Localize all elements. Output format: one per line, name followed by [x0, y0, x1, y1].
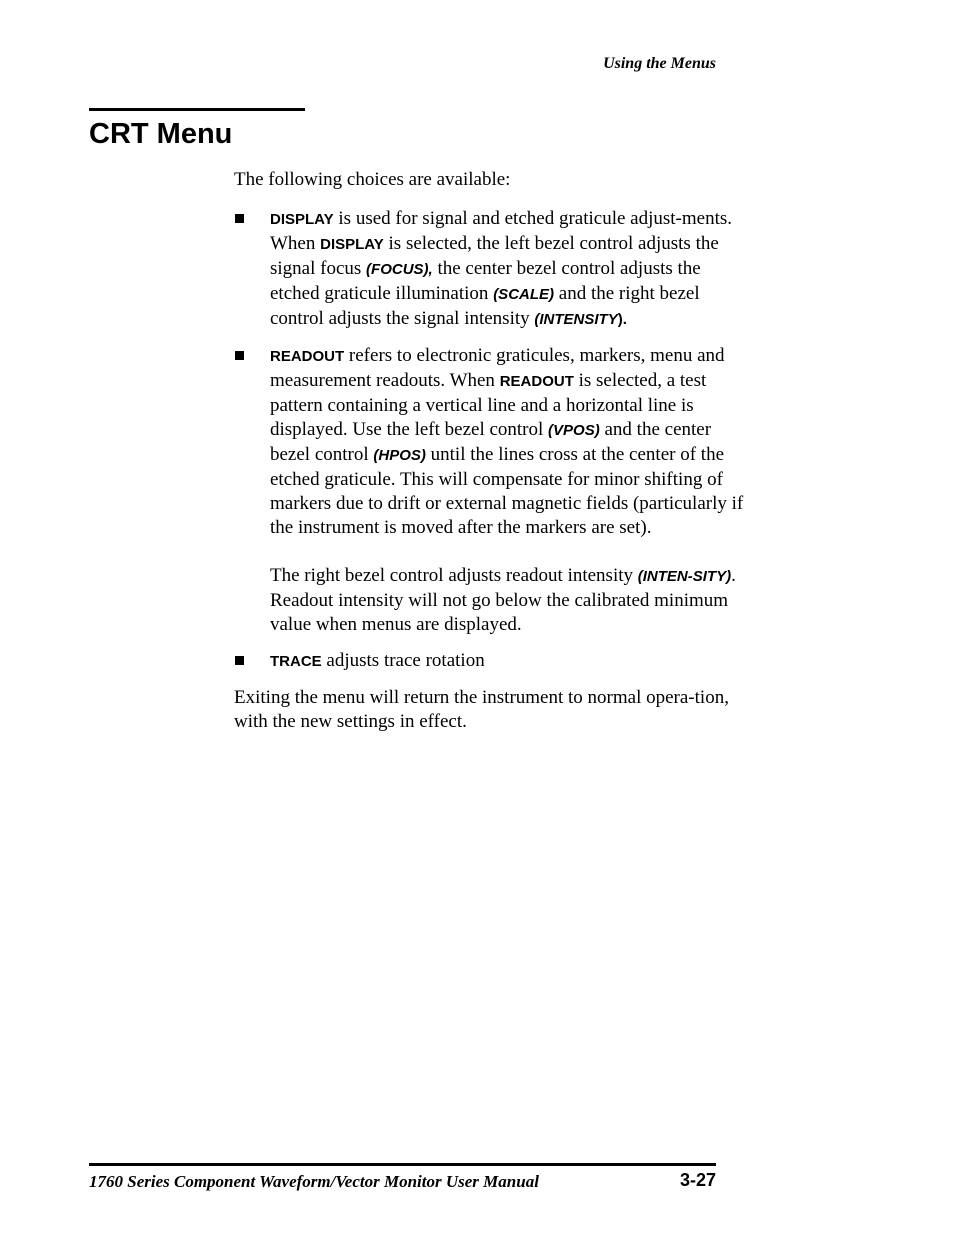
list-item-text — [270, 649, 744, 674]
text-run: is selected, a test pattern containing a vertical line and a horizontal line is displayed. Use the left bezel control — [270, 370, 707, 440]
keyword-term: (VPOS) — [548, 422, 600, 439]
text-run: and the right bezel control adjusts the signal intensity — [270, 283, 700, 329]
list-item-text — [270, 207, 744, 332]
text-run: The right bezel control adjusts readout intensity — [270, 565, 638, 586]
text-run: . Readout intensity will not go below the calibrated minimum value when menus are displayed. — [270, 565, 736, 635]
keyword-term: ). — [617, 311, 627, 328]
text-run: refers to electronic graticules, markers, menu and measurement readouts. When — [270, 345, 725, 391]
title-rule — [89, 108, 305, 111]
bullet-square-icon — [235, 656, 244, 665]
page-title: CRT Menu — [89, 118, 233, 150]
keyword-term: (HPOS) — [373, 447, 426, 464]
keyword-term: (INTENSITY — [534, 311, 618, 328]
text-run: adjusts trace rotation — [321, 650, 485, 671]
list-item-trace — [234, 649, 744, 674]
body-text — [234, 168, 744, 734]
keyword-term: (FOCUS), — [366, 261, 433, 278]
keyword-term: TRACE — [270, 653, 322, 670]
page-number: 3-27 — [679, 1170, 716, 1190]
footer-rule — [89, 1163, 716, 1166]
keyword-term: DISPLAY — [270, 211, 334, 228]
choice-list — [234, 207, 744, 674]
keyword-term: (INTEN-SITY) — [637, 568, 732, 585]
text-run: is used for signal and etched graticule adjust-ments. When — [270, 208, 733, 254]
list-item-text — [270, 344, 744, 540]
text-run: and the center bezel control — [270, 419, 712, 465]
text-run: until the lines cross at the center of the etched graticule. This will compensate for minor shifting of markers due to drift or external magnetic fields (particularly if the instrument is moved after the markers are set). — [270, 444, 744, 538]
list-item-display — [234, 207, 744, 332]
list-item-subparagraph — [270, 564, 744, 637]
intro-paragraph: The following choices are available: — [234, 169, 511, 190]
running-head: Using the Menus — [603, 55, 716, 72]
keyword-term: (SCALE) — [493, 286, 555, 303]
keyword-term: DISPLAY — [320, 236, 384, 253]
list-item-readout — [234, 344, 744, 637]
keyword-term: READOUT — [270, 348, 345, 365]
keyword-term: READOUT — [499, 373, 574, 390]
bullet-square-icon — [235, 214, 244, 223]
text-run: is selected, the left bezel control adjusts the signal focus — [270, 233, 719, 279]
bullet-square-icon — [235, 351, 244, 360]
closing-paragraph: Exiting the menu will return the instrument to normal opera-tion, with the new settings in effect. — [234, 687, 729, 732]
text-run: the center bezel control adjusts the etched graticule illumination — [270, 258, 701, 304]
footer-manual-title: 1760 Series Component Waveform/Vector Monitor User Manual — [89, 1172, 539, 1191]
